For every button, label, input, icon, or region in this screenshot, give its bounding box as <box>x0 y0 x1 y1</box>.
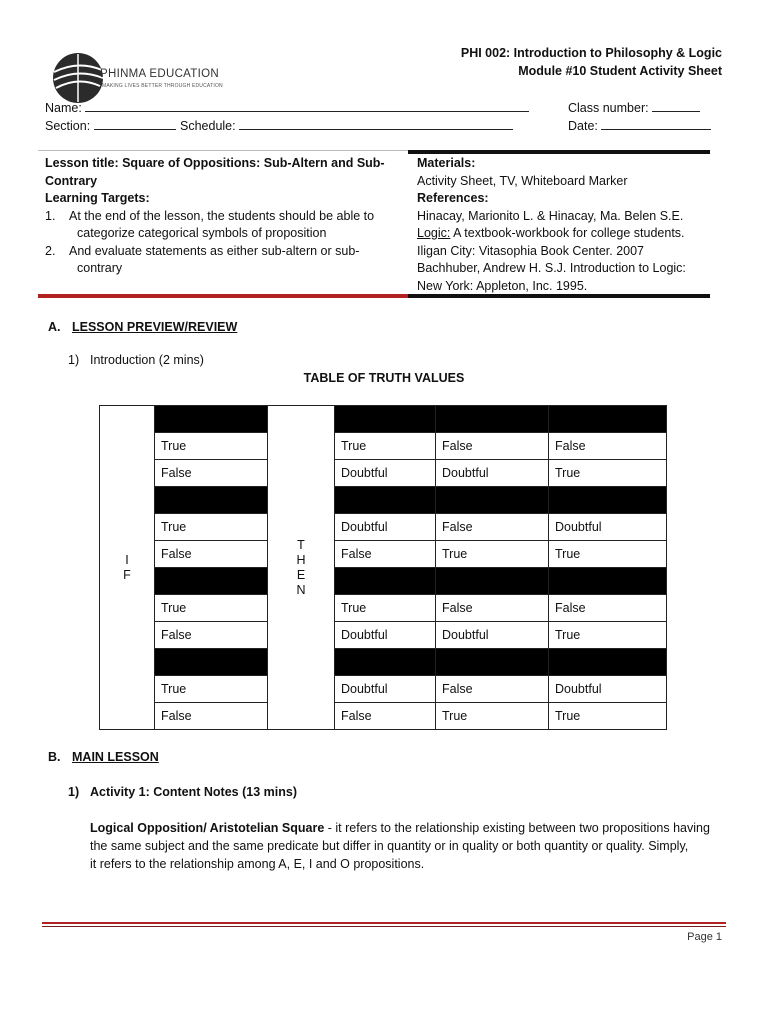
lesson-info-box <box>38 150 710 300</box>
table-row: False False True True <box>100 541 667 568</box>
table-row: True Doubtful False Doubtful <box>100 676 667 703</box>
table-header-row <box>100 568 667 595</box>
name-label: Name: <box>45 101 82 115</box>
table-header-row <box>100 649 667 676</box>
date-field[interactable] <box>568 117 711 133</box>
schedule-field[interactable] <box>180 117 513 133</box>
lesson-title: Lesson title: Square of Oppositions: Sub-Altern and Sub- <box>45 156 385 170</box>
section-b-heading: B. MAIN LESSON <box>48 750 159 764</box>
logo-tagline: MAKING LIVES BETTER THROUGH EDUCATION <box>102 83 223 89</box>
course-title: PHI 002: Introduction to Philosophy & Logic <box>460 46 722 60</box>
reference-line: Logic: A textbook-workbook for college students. <box>417 226 685 240</box>
table-row: False Doubtful Doubtful True <box>100 460 667 487</box>
lesson-column <box>45 155 401 278</box>
phinma-logo-icon <box>48 52 108 104</box>
reference-line: Hinacay, Marionito L. & Hinacay, Ma. Belen S.E. <box>417 208 684 223</box>
then-label: T H E N <box>268 406 335 730</box>
class-number-label: Class number: <box>568 101 649 115</box>
name-blank[interactable] <box>85 99 529 112</box>
definition-term: Logical Opposition/ Aristotelian Square <box>90 821 325 835</box>
table-row: False Doubtful Doubtful True <box>100 622 667 649</box>
materials-column <box>417 155 709 295</box>
date-blank[interactable] <box>601 117 711 130</box>
reference-line: Bachhuber, Andrew H. S.J. Introduction to Logic: <box>417 261 686 275</box>
schedule-blank[interactable] <box>239 117 513 130</box>
name-field[interactable] <box>45 99 529 115</box>
page-number: Page 1 <box>687 931 722 943</box>
table-header-row <box>100 487 667 514</box>
logo-name: PHINMA EDUCATION <box>100 68 219 80</box>
schedule-label: Schedule: <box>180 119 236 133</box>
info-top-bar <box>408 150 710 154</box>
section-a-heading: A. LESSON PREVIEW/REVIEW <box>48 320 238 334</box>
table-row: False False True True <box>100 703 667 730</box>
table-header-row <box>100 406 667 433</box>
target-item: 2. And evaluate statements as either sub-altern or sub- <box>45 243 360 258</box>
table-row: True True False False <box>100 595 667 622</box>
target-item-cont: contrary <box>77 261 123 275</box>
if-label: I F <box>100 406 155 730</box>
footer-rule <box>42 922 726 924</box>
info-bottom-red-bar <box>38 294 408 298</box>
activity-heading: 1) Activity 1: Content Notes (13 mins) <box>68 785 297 799</box>
class-number-blank[interactable] <box>652 99 700 112</box>
target-item: 1. At the end of the lesson, the students should be able to <box>45 208 375 223</box>
learning-targets-label: Learning Targets: <box>45 191 150 205</box>
info-top-rule <box>38 150 408 151</box>
footer-rule-thin <box>42 926 726 927</box>
section-label: Section: <box>45 119 91 133</box>
reference-line: New York: Appleton, Inc. 1995. <box>417 278 588 293</box>
truth-values-table <box>99 405 667 730</box>
definition-paragraph: Logical Opposition/ Aristotelian Square - it refers to the relationship existing between two propositions having the same subject and the same predicate but differ in quantity or in quality or both quantity or quality. Simply, it refers to the relationship among A, E, I and O propositions. <box>90 821 710 871</box>
table-title: TABLE OF TRUTH VALUES <box>303 371 465 385</box>
target-item-cont: categorize categorical symbols of proposition <box>77 226 327 240</box>
section-field[interactable] <box>45 117 176 133</box>
table-row: True Doubtful False Doubtful <box>100 514 667 541</box>
materials-text: Activity Sheet, TV, Whiteboard Marker <box>417 173 628 188</box>
info-bottom-black-bar <box>408 294 710 298</box>
references-label: References: <box>417 191 489 205</box>
section-blank[interactable] <box>94 117 176 130</box>
intro-item: 1) Introduction (2 mins) <box>68 353 204 367</box>
class-number-field[interactable] <box>568 99 700 115</box>
lesson-title-cont: Contrary <box>45 173 98 188</box>
module-title: Module #10 Student Activity Sheet <box>518 64 722 78</box>
date-label: Date: <box>568 119 598 133</box>
reference-line: Iligan City: Vitasophia Book Center. 2007 <box>417 243 644 258</box>
materials-label: Materials: <box>417 156 476 170</box>
table-row: True True False False <box>100 433 667 460</box>
